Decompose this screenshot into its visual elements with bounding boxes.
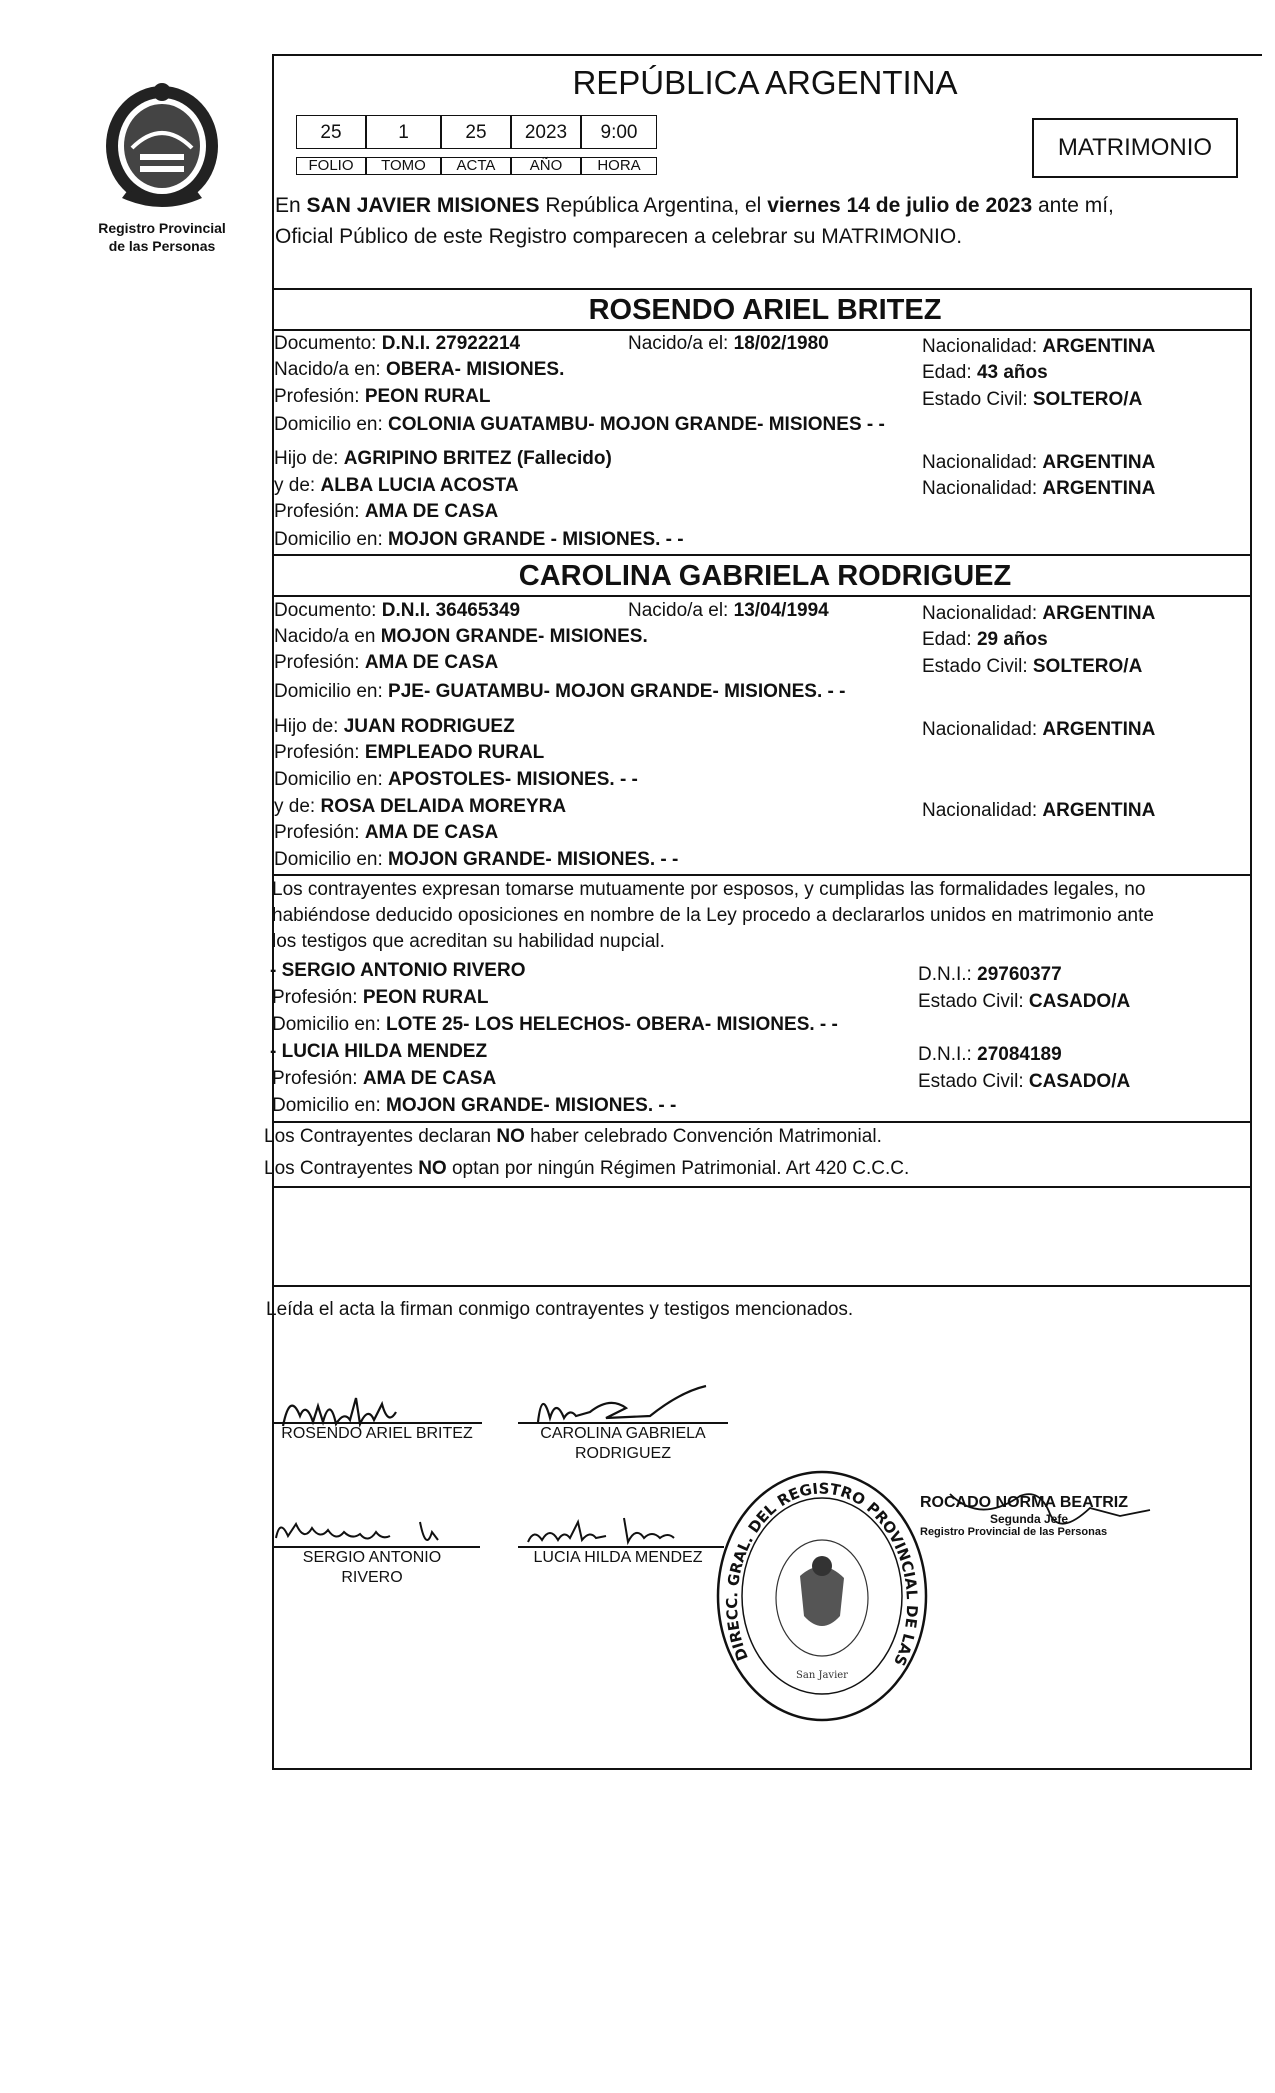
divider-spouse2-name <box>272 595 1252 597</box>
spouse1-parents-domicile: Domicilio en: MOJON GRANDE - MISIONES. - - <box>274 529 684 550</box>
divider-convention <box>272 1121 1252 1123</box>
spouse1-birth-date: Nacido/a el: 18/02/1980 <box>628 333 829 354</box>
spouse1-mother-nationality: Nacionalidad: ARGENTINA <box>922 478 1156 499</box>
logo-caption-line1: Registro Provincial <box>98 220 226 236</box>
declaration-line3: los testigos que acreditan su habilidad nupcial. <box>272 931 665 952</box>
intro-place: SAN JAVIER MISIONES <box>306 194 540 217</box>
spouse2-domicile: Domicilio en: PJE- GUATAMBU- MOJON GRANDE- MISIONES. - - <box>274 681 846 702</box>
divider-notes <box>272 1186 1252 1188</box>
spouse2-father-domicile: Domicilio en: APOSTOLES- MISIONES. - - <box>274 769 638 790</box>
year-label: AÑO <box>511 157 581 175</box>
spouse2-mother-domicile: Domicilio en: MOJON GRANDE- MISIONES. - - <box>274 849 679 870</box>
svg-text:San Javier: San Javier <box>796 1670 848 1681</box>
witness1-signature-name-l1: SERGIO ANTONIO <box>302 1549 442 1566</box>
spouse1-father-nationality: Nacionalidad: ARGENTINA <box>922 452 1156 473</box>
divider-declaration <box>272 874 1252 876</box>
spouse1-mother-profession: Profesión: AMA DE CASA <box>274 501 499 522</box>
spouse2-mother-profession: Profesión: AMA DE CASA <box>274 822 499 843</box>
divider-closing <box>272 1285 1252 1287</box>
witness1-name: - SERGIO ANTONIO RIVERO <box>270 960 526 981</box>
convention-line2: Los Contrayentes NO optan por ningún Régimen Patrimonial. Art 420 C.C.C. <box>264 1158 910 1179</box>
officer-stamp-name: ROCADO NORMA BEATRIZ <box>920 1494 1128 1511</box>
witness2-name: - LUCIA HILDA MENDEZ <box>270 1041 488 1062</box>
witness2-civil-status: Estado Civil: CASADO/A <box>918 1071 1131 1092</box>
officer-stamp-office: Registro Provincial de las Personas <box>920 1526 1108 1538</box>
form-frame-bottom <box>272 1768 1252 1770</box>
time-value: 9:00 <box>581 115 657 149</box>
witness2-signature <box>524 1508 724 1548</box>
spouse1-birth-place: Nacido/a en: OBERA- MISIONES. <box>274 359 565 380</box>
acta-label: ACTA <box>441 157 511 175</box>
spouse1-age: Edad: 43 años <box>922 362 1048 383</box>
spouse1-profession: Profesión: PEON RURAL <box>274 386 491 407</box>
tomo-label: TOMO <box>366 157 441 175</box>
witness1-dni: D.N.I.: 29760377 <box>918 964 1062 985</box>
spouse1-signature-name: ROSENDO ARIEL BRITEZ <box>281 1425 473 1442</box>
spouse1-name: ROSENDO ARIEL BRITEZ <box>588 294 942 326</box>
divider-intro <box>272 288 1252 290</box>
official-seal-icon <box>705 1452 932 1726</box>
spouse1-civil-status: Estado Civil: SOLTERO/A <box>922 389 1143 410</box>
witness1-civil-status: Estado Civil: CASADO/A <box>918 991 1131 1012</box>
spouse1-domicile: Domicilio en: COLONIA GUATAMBU- MOJON GRANDE- MISIONES - - <box>274 414 885 435</box>
witness1-profession: Profesión: PEON RURAL <box>272 987 489 1008</box>
spouse2-signature-name-l2: RODRIGUEZ <box>575 1445 671 1462</box>
spouse2-mother-nationality: Nacionalidad: ARGENTINA <box>922 800 1156 821</box>
spouse2-age: Edad: 29 años <box>922 629 1048 650</box>
act-type-box: MATRIMONIO <box>1032 118 1238 178</box>
spouse1-father: Hijo de: AGRIPINO BRITEZ (Fallecido) <box>274 448 612 469</box>
act-number-grid <box>296 115 664 178</box>
spouse1-document: Documento: D.N.I. 27922214 <box>274 333 521 354</box>
folio-value: 25 <box>296 115 366 149</box>
form-frame-right <box>1250 288 1252 1770</box>
acta-value: 25 <box>441 115 511 149</box>
intro-date: viernes 14 de julio de 2023 <box>767 194 1033 217</box>
intro-line1: En SAN JAVIER MISIONES República Argentina, el viernes 14 de julio de 2023 ante mí, <box>275 194 1114 217</box>
registry-logo <box>92 78 232 258</box>
spouse2-father-nationality: Nacionalidad: ARGENTINA <box>922 719 1156 740</box>
witness1-domicile: Domicilio en: LOTE 25- LOS HELECHOS- OBERA- MISIONES. - - <box>272 1014 838 1035</box>
spouse1-nationality: Nacionalidad: ARGENTINA <box>922 336 1156 357</box>
spouse2-mother: y de: ROSA DELAIDA MOREYRA <box>274 796 567 817</box>
intro-line2: Oficial Público de este Registro comparecen a celebrar su MATRIMONIO. <box>275 225 963 248</box>
declaration-line2: habiéndose deducido oposiciones en nombre de la Ley procedo a declararlos unidos en matrimonio ante <box>272 905 1154 926</box>
spouse1-mother: y de: ALBA LUCIA ACOSTA <box>274 475 519 496</box>
witness2-signature-name: LUCIA HILDA MENDEZ <box>533 1549 703 1566</box>
witness2-dni: D.N.I.: 27084189 <box>918 1044 1062 1065</box>
spouse2-profession: Profesión: AMA DE CASA <box>274 652 499 673</box>
witness1-signature-name-l2: RIVERO <box>341 1569 403 1586</box>
time-label: HORA <box>581 157 657 175</box>
officer-stamp-role: Segunda Jefe <box>990 1512 1069 1526</box>
spouse2-father-profession: Profesión: EMPLEADO RURAL <box>274 742 545 763</box>
spouse2-birth-place: Nacido/a en MOJON GRANDE- MISIONES. <box>274 626 648 647</box>
logo-caption-line2: de las Personas <box>108 238 216 254</box>
spouse2-civil-status: Estado Civil: SOLTERO/A <box>922 656 1143 677</box>
officer-signature <box>930 1484 1170 1544</box>
witness2-domicile: Domicilio en: MOJON GRANDE- MISIONES. - - <box>272 1095 677 1116</box>
spouse2-name: CAROLINA GABRIELA RODRIGUEZ <box>518 560 1012 592</box>
witness2-profession: Profesión: AMA DE CASA <box>272 1068 497 1089</box>
spouse2-document: Documento: D.N.I. 36465349 <box>274 600 521 621</box>
spouse2-nationality: Nacionalidad: ARGENTINA <box>922 603 1156 624</box>
spouse2-birth-date: Nacido/a el: 13/04/1994 <box>628 600 829 621</box>
spouse2-father: Hijo de: JUAN RODRIGUEZ <box>274 716 515 737</box>
spouse2-signature-name-l1: CAROLINA GABRIELA <box>540 1425 706 1442</box>
convention-line1: Los Contrayentes declaran NO haber celebrado Convención Matrimonial. <box>264 1126 882 1147</box>
form-frame-top <box>272 54 1262 56</box>
divider-spouse1-name <box>272 329 1252 331</box>
provincial-emblem-icon <box>92 78 232 218</box>
declaration-line1: Los contrayentes expresan tomarse mutuamente por esposos, y cumplidas las formalidades legales, no <box>272 879 1146 900</box>
tomo-value: 1 <box>366 115 441 149</box>
closing-text: Leída el acta la firman conmigo contrayentes y testigos mencionados. <box>266 1299 854 1320</box>
country-title: REPÚBLICA ARGENTINA <box>572 64 958 101</box>
divider-spouse2 <box>272 554 1252 556</box>
spouse2-signature <box>530 1378 720 1428</box>
folio-label: FOLIO <box>296 157 366 175</box>
svg-text:DIRECC. GRAL. DEL REGISTRO PRO: DIRECC. GRAL. DEL REGISTRO PROVINCIAL DE LAS PERSONAS <box>705 1452 922 1674</box>
year-value: 2023 <box>511 115 581 149</box>
